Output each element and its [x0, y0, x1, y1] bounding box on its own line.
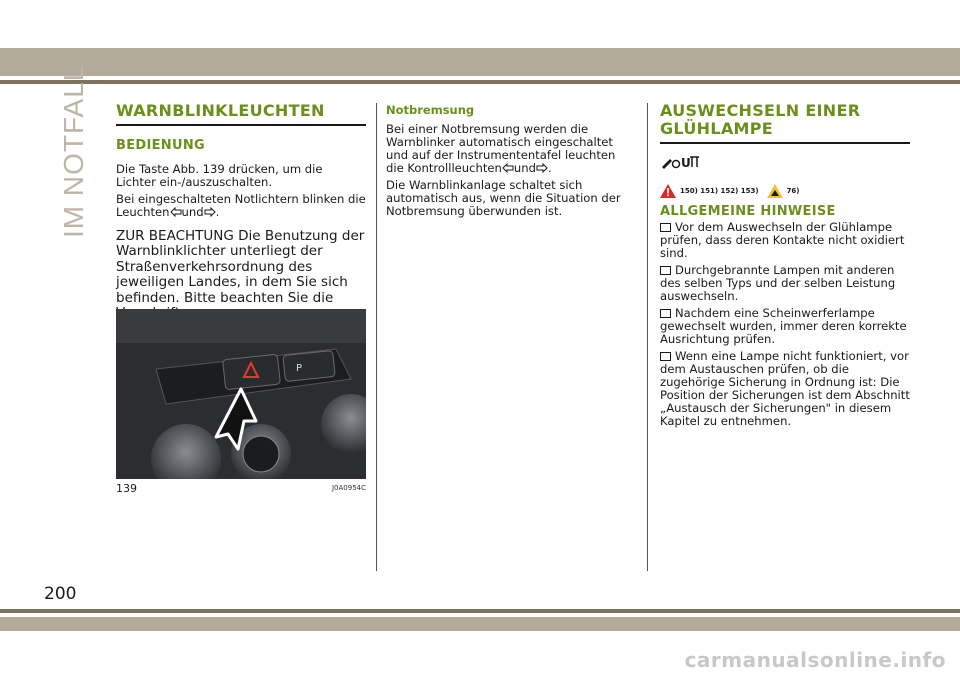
page-number: 200: [44, 584, 77, 604]
heading-rule: [660, 142, 910, 144]
left-arrow-icon: [502, 163, 514, 173]
figure-code: J0A0954C: [331, 484, 366, 492]
footer-rule: [0, 609, 960, 613]
column-divider: [376, 103, 377, 571]
paragraph: Die Taste Abb. 139 drücken, um die Lichter ein-/auszuschalten.: [116, 162, 323, 189]
subheading-notbremsung: Notbremsung: [386, 103, 475, 117]
bullet-item: Nachdem eine Scheinwerferlampe gewechselt wurden, immer deren korrekte Ausrichtung prüfen.: [660, 306, 907, 346]
subheading-bedienung: BEDIENUNG: [116, 138, 205, 153]
svg-text:P: P: [296, 363, 303, 374]
section-heading-warnblink: WARNBLINKLEUCHTEN: [116, 101, 325, 120]
header-rule: [0, 80, 960, 84]
footer-band: [0, 617, 960, 631]
side-chapter-title: IM NOTFALL: [58, 64, 89, 238]
note-text: ZUR BEACHTUNG Die Benutzung der Warnblinklichter unterliegt der Straßenverkehrsordnung des jeweiligen Landes, in dem Sie sich befinden. Bitte beachten Sie die: [116, 228, 365, 306]
column-2: [386, 100, 636, 222]
caution-references: 76): [786, 187, 800, 195]
caution-triangle-icon: [767, 184, 783, 198]
paragraph: Bei eingeschalteten Notlichtern blinken die Leuchten und .: [116, 192, 366, 219]
checkbox-bullet-icon: [660, 266, 671, 275]
bullet-item: Durchgebrannte Lampen mit anderen des selben Typs und der selben Leistung auswechseln.: [660, 263, 896, 303]
bullet-item: Wenn eine Lampe nicht funktioniert, vor dem Austauschen prüfen, ob die zugehörige Sicherung in Ordnung ist: Die Position der Sicherungen ist dem Abschnitt „Austausch der Sicherungen" in diesem Kapitel zu entnehmen.: [660, 349, 910, 428]
right-arrow-icon: [204, 207, 216, 217]
column-divider: [647, 103, 648, 571]
header-band: [0, 48, 960, 76]
checkbox-bullet-icon: [660, 223, 671, 232]
top-margin: [0, 0, 960, 48]
figure-caption: [116, 482, 366, 495]
svg-text:U: U: [681, 156, 691, 170]
paragraph: Die Warnblinkanlage schaltet sich automatisch aus, wenn die Situation der Notbremsung überwunden ist.: [386, 178, 621, 218]
checkbox-bullet-icon: [660, 309, 671, 318]
column-1: [116, 100, 366, 325]
heading-rule: [116, 124, 366, 126]
subheading-allgemeine-hinweise: ALLGEMEINE HINWEISE: [660, 204, 836, 219]
warning-references: 150) 151) 152) 153): [680, 187, 759, 195]
bullet-item: Vor dem Auswechseln der Glühlampe prüfen, dass deren Kontakte nicht oxidiert sind.: [660, 220, 905, 260]
figure-139-photo: [116, 309, 366, 479]
column-3: [660, 100, 910, 432]
paragraph: Bei einer Notbremsung werden die Warnblinker automatisch eingeschaltet und auf der Instrumententafel leuchten die Kontrollleuchten und .: [386, 122, 616, 175]
right-arrow-icon: [536, 163, 548, 173]
section-heading-gluehlampe: AUSWECHSELN EINER GLÜHLAMPE: [660, 101, 861, 138]
figure-number: 139: [116, 482, 137, 495]
left-arrow-icon: [170, 207, 182, 217]
checkbox-bullet-icon: [660, 352, 671, 361]
bulb-tools-icon: [660, 154, 702, 170]
bulb-tools-icon: [660, 154, 910, 174]
reference-row: [660, 184, 910, 198]
warning-triangle-icon: [660, 184, 676, 198]
watermark: carmanualsonline.info: [684, 648, 946, 672]
dashboard-hazard-switch-illustration: [116, 309, 366, 479]
